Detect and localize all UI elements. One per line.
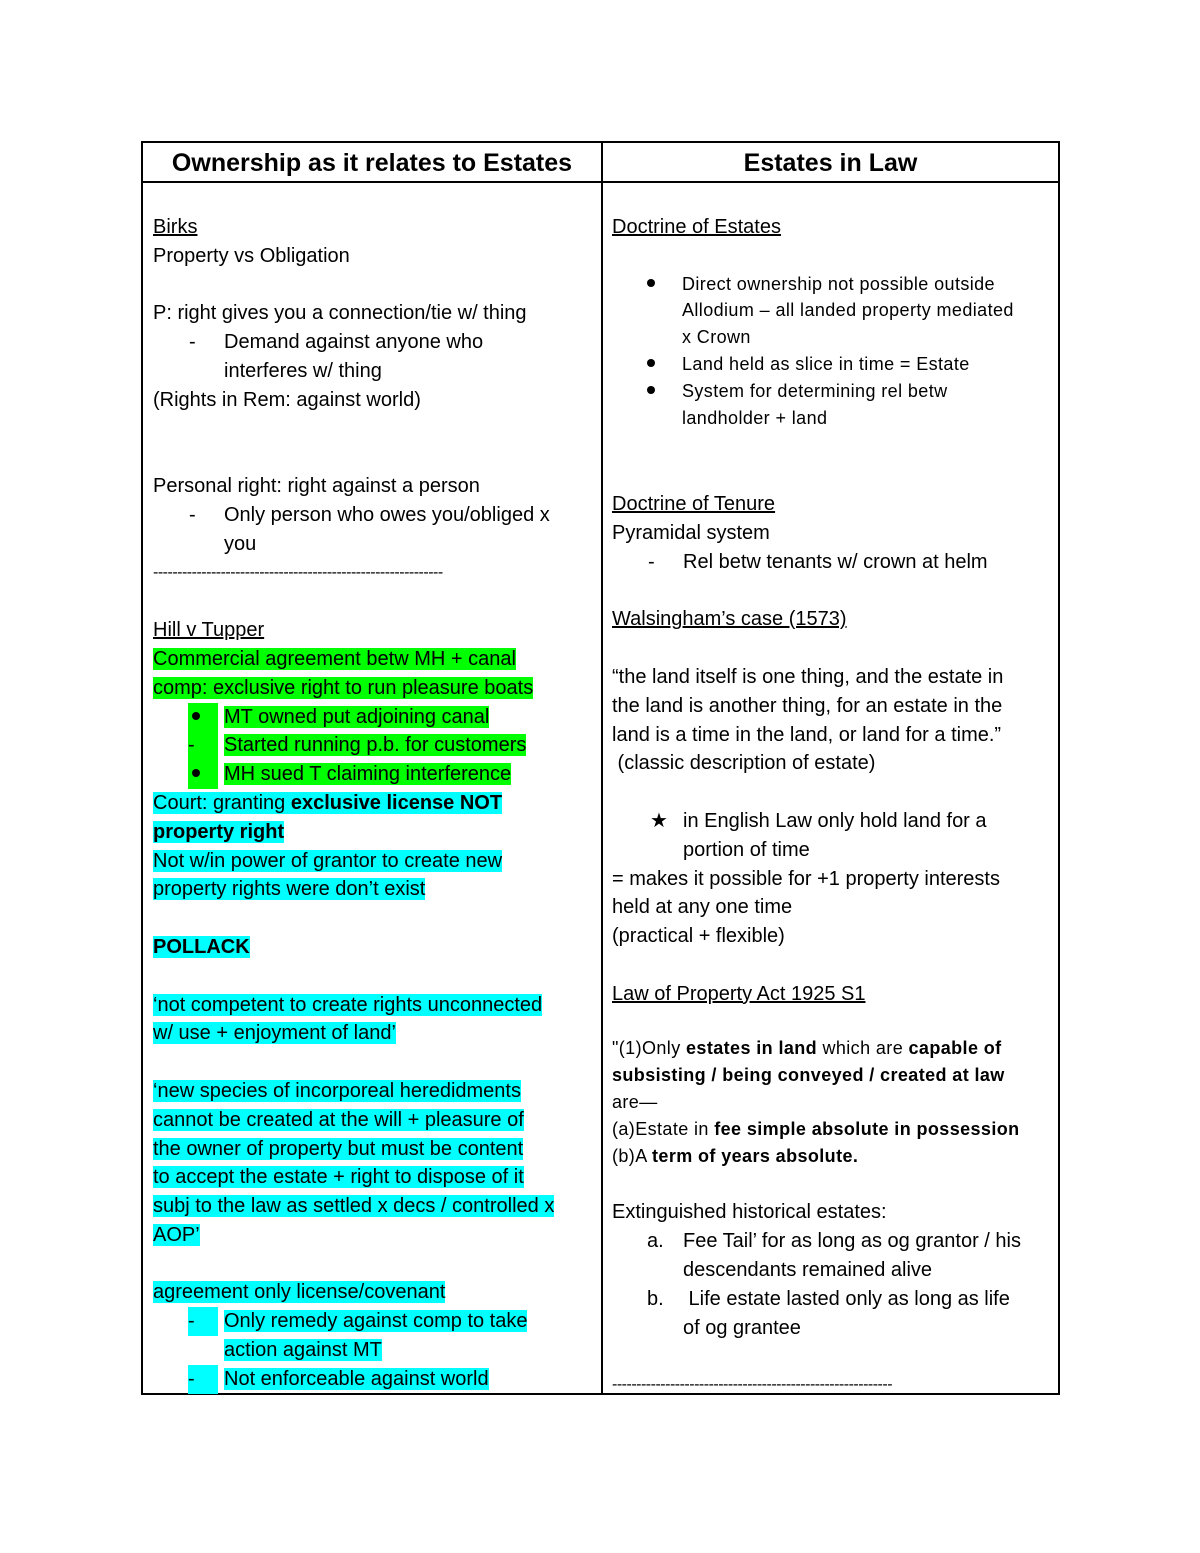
list-item: System for determining rel betw landholder + land: [612, 378, 1052, 432]
court-bold-text: property right: [153, 820, 285, 843]
list-item: - Only person who owes you/obliged x you: [189, 503, 550, 555]
left-column: [153, 213, 593, 1394]
pollack-heading: POLLACK: [153, 935, 250, 958]
bullet-icon: [647, 279, 655, 287]
bullet-icon: [192, 769, 200, 777]
quote-text: ‘new species of incorporeal heredidments: [153, 1079, 521, 1102]
header-rule: [143, 181, 1058, 183]
quote-text: ‘not competent to create rights unconnected: [153, 993, 543, 1016]
separator-line: ----------------------------------------------------------: [612, 1376, 893, 1394]
column-divider: [601, 143, 603, 1393]
quote-text: “the land itself is one thing, and the estate in: [612, 665, 1004, 688]
quote-text: subj to the law as settled x decs / controlled x: [153, 1195, 555, 1218]
right-column-header: Estates in Law: [743, 149, 918, 177]
left-column-header: Ownership as it relates to Estates: [171, 149, 573, 177]
agreement-line: agreement only license/covenant: [153, 1281, 446, 1304]
quote-text: (classic description of estate): [612, 752, 876, 775]
list-item: - Only remedy against comp to take action against MT: [153, 1307, 593, 1365]
birks-subtitle: Property vs Obligation: [153, 244, 350, 267]
list-item: - Rel betw tenants w/ crown at helm: [648, 550, 988, 573]
highlighted-text: property rights were don’t exist: [153, 878, 426, 901]
bullet-icon: [647, 359, 655, 367]
doctrine-of-tenure-heading: Doctrine of Tenure: [612, 493, 776, 516]
list-item: b. Life estate lasted only as long as life of og grantee: [647, 1287, 1010, 1339]
makes-line: held at any one time: [612, 896, 793, 919]
makes-line: = makes it possible for +1 property interests: [612, 867, 1000, 890]
rights-in-rem-line: (Rights in Rem: against world): [153, 388, 421, 411]
quote-text: the land is another thing, for an estate in the: [612, 694, 1003, 717]
pyramidal-line: Pyramidal system: [612, 521, 770, 544]
lpa-text: "(1)Only estates in land which are capable of subsisting / being conveyed / created at law are— (a)Estate in fee simple absolute in possession (b)A term of years absolute.: [612, 1037, 1020, 1166]
court-text: Court: granting: [153, 791, 291, 814]
estates-bullet-list: [612, 271, 1052, 432]
personal-right-line: Personal right: right against a person: [153, 475, 480, 498]
list-item: - Started running p.b. for customers: [153, 731, 593, 760]
notes-table: [141, 141, 1060, 1395]
list-item: a. Fee Tail’ for as long as og grantor / his descendants remained alive: [647, 1230, 1021, 1281]
walsingham-heading: Walsingham’s case (1573): [612, 608, 847, 631]
quote-text: the owner of property but must be content: [153, 1137, 524, 1160]
bullet-icon: [647, 386, 655, 394]
doctrine-of-estates-heading: Doctrine of Estates: [612, 216, 781, 238]
birks-heading: Birks: [153, 216, 198, 238]
hill-v-tupper-heading: Hill v Tupper: [153, 619, 265, 642]
list-item: ★ in English Law only hold land for a portion of time: [612, 807, 1052, 865]
bullet-icon: [192, 712, 200, 720]
list-item: Direct ownership not possible outside Allodium – all landed property mediated x Crown: [612, 271, 1052, 351]
list-item: - Demand against anyone who interferes w/ thing: [189, 331, 484, 382]
quote-text: to accept the estate + right to dispose of it: [153, 1166, 524, 1189]
highlighted-text: Commercial agreement betw MH + canal: [153, 647, 516, 670]
list-item: Land held as slice in time = Estate: [612, 351, 1052, 378]
makes-line: (practical + flexible): [612, 925, 785, 948]
list-item: MH sued T claiming interference: [153, 760, 593, 789]
quote-text: land is a time in the land, or land for a time.”: [612, 723, 1002, 746]
list-item: - Not enforceable against world: [153, 1365, 593, 1394]
right-column: [612, 213, 1052, 1400]
lpa-heading: Law of Property Act 1925 S1: [612, 982, 866, 1005]
list-item: MT owned put adjoining canal: [153, 703, 593, 732]
highlighted-text: comp: exclusive right to run pleasure boats: [153, 676, 534, 699]
quote-text: AOP’: [153, 1223, 200, 1246]
star-icon: ★: [650, 809, 668, 832]
quote-text: cannot be created at the will + pleasure of: [153, 1108, 524, 1131]
highlighted-text: Not w/in power of grantor to create new: [153, 849, 503, 872]
extinguished-heading: Extinguished historical estates:: [612, 1201, 887, 1224]
court-bold-text: exclusive license NOT: [290, 791, 503, 814]
separator-line: ------------------------------------------------------------: [153, 563, 443, 581]
quote-text: w/ use + enjoyment of land’: [153, 1022, 396, 1045]
property-right-line: P: right gives you a connection/tie w/ thing: [153, 302, 527, 325]
